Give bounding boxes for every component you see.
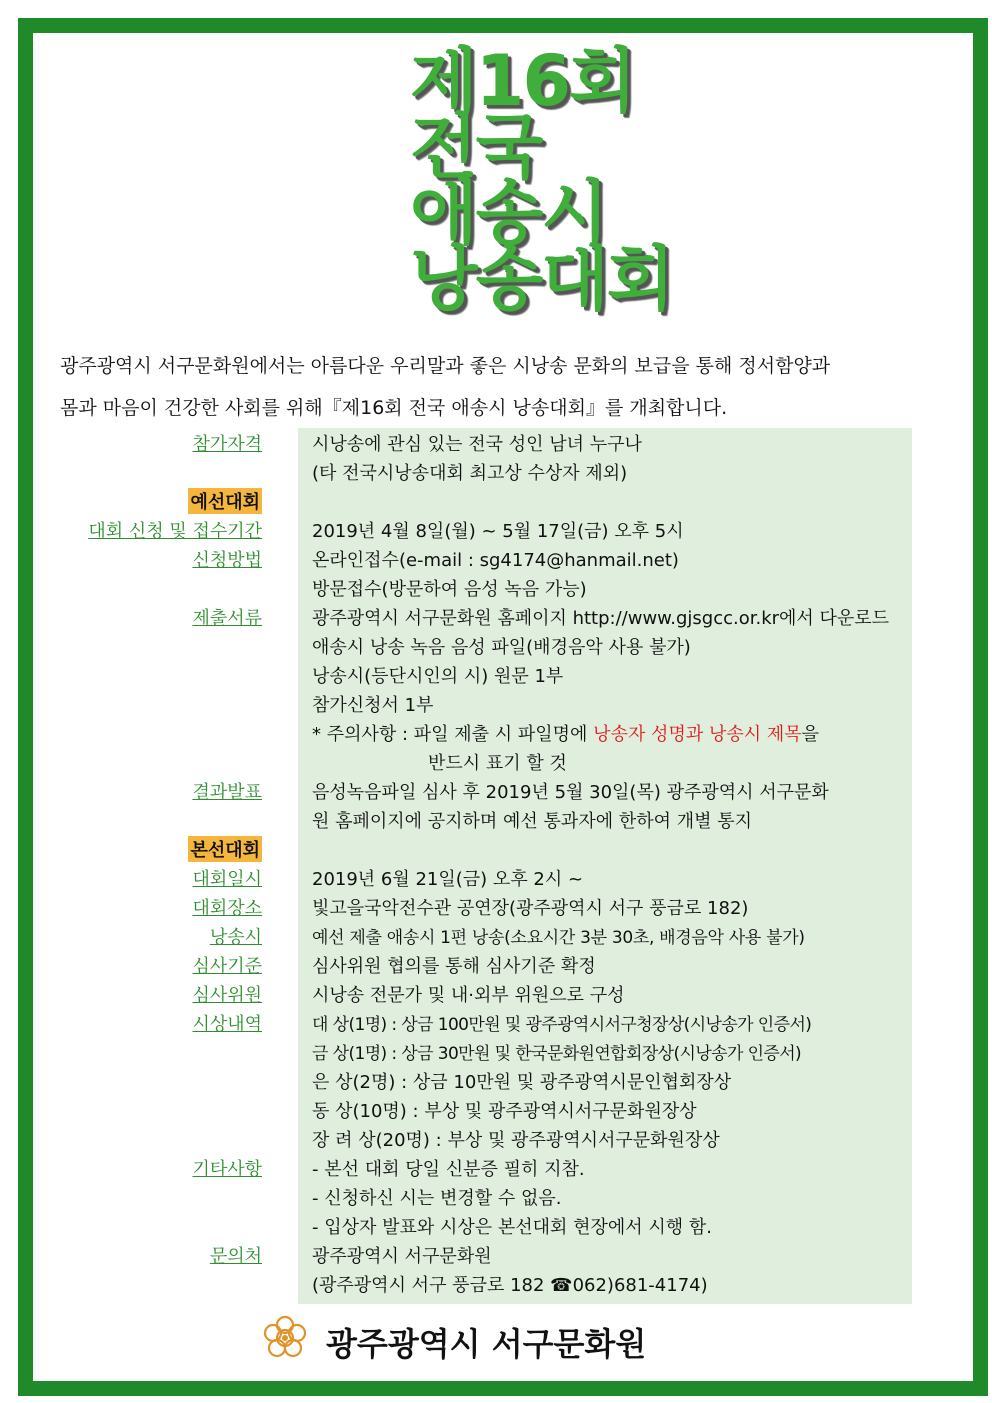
poster-title [410, 40, 710, 320]
info-row [0, 979, 992, 1008]
section-label: 본선대회 [188, 836, 262, 862]
caution-highlight: 낭송자 성명과 낭송시 제목 [593, 724, 802, 745]
organization-name: 광주광역시 서구문화원 [326, 1325, 647, 1363]
info-row [0, 921, 992, 950]
info-row [0, 1182, 992, 1211]
info-row [0, 486, 992, 515]
info-row [0, 631, 992, 660]
row-value: 광주광역시 서구문화원 홈페이지 http://www.gjsgcc.or.kr에서 다운로드 [312, 608, 890, 629]
row-label: 심사위원 [192, 985, 262, 1006]
info-row [0, 660, 992, 689]
row-value: 방문접수(방문하여 음성 녹음 가능) [312, 579, 587, 600]
info-row [0, 1095, 992, 1124]
info-row [0, 892, 992, 921]
row-value: 예선 제출 애송시 1편 낭송(소요시간 3분 30초, 배경음악 사용 불가) [312, 928, 805, 948]
info-row [0, 1037, 992, 1066]
row-value: 온라인접수(e-mail : sg4174@hanmail.net) [312, 550, 679, 571]
info-row [0, 1211, 992, 1240]
info-row [0, 747, 992, 776]
row-value: (타 전국시낭송대회 최고상 수상자 제외) [312, 463, 628, 484]
row-value: 참가신청서 1부 [312, 695, 434, 716]
info-row [0, 544, 992, 573]
row-value: - 본선 대회 당일 신분증 필히 지참. [312, 1159, 585, 1180]
intro-line: 몸과 마음이 건강한 사회를 위해『제16회 전국 애송시 낭송대회』를 개최합니다. [60, 397, 728, 419]
info-row [0, 1124, 992, 1153]
row-label: 대회일시 [192, 869, 262, 890]
section-label: 예선대회 [188, 488, 262, 514]
row-value: 음성녹음파일 심사 후 2019년 5월 30일(목) 광주광역시 서구문화 [312, 782, 829, 803]
row-label: 낭송시 [209, 927, 262, 948]
info-row [0, 1066, 992, 1095]
info-row [0, 689, 992, 718]
row-value: 원 홈페이지에 공지하며 예선 통과자에 한하여 개별 통지 [312, 811, 752, 832]
row-value: 빛고을국악전수관 공연장(광주광역시 서구 풍금로 182) [312, 898, 749, 919]
row-value: (광주광역시 서구 풍금로 182 ☎062)681-4174) [312, 1275, 708, 1296]
caution-post: 을 [801, 724, 819, 745]
info-row [0, 428, 992, 457]
info-row [0, 776, 992, 805]
row-value: 반드시 표기 할 것 [428, 753, 567, 774]
row-value: 장 려 상(20명) : 부상 및 광주광역시서구문화원장상 [312, 1130, 720, 1151]
title-line: 전국 [410, 106, 542, 188]
row-label: 기타사항 [192, 1159, 262, 1180]
title-line: 애송시 [410, 172, 607, 254]
flower-emblem-icon [260, 1313, 310, 1363]
row-label: 대회 신청 및 접수기간 [88, 521, 262, 542]
row-value: - 입상자 발표와 시상은 본선대회 현장에서 시행 함. [312, 1217, 713, 1238]
row-value: 애송시 낭송 녹음 음성 파일(배경음악 사용 불가) [312, 637, 691, 658]
title-line: 제16회 [410, 40, 635, 122]
intro-line: 광주광역시 서구문화원에서는 아름다운 우리말과 좋은 시낭송 문화의 보급을 통해 정서함양과 [60, 355, 831, 377]
info-row [0, 573, 992, 602]
row-value: 금 상(1명) : 상금 30만원 및 한국문화원연합회장상(시낭송가 인증서) [312, 1044, 802, 1064]
row-label: 시상내역 [192, 1014, 262, 1035]
row-value: 대 상(1명) : 상금 100만원 및 광주광역시서구청장상(시낭송가 인증서) [312, 1015, 812, 1035]
row-value: 광주광역시 서구문화원 [312, 1246, 492, 1267]
info-row [0, 950, 992, 979]
row-value: 2019년 6월 21일(금) 오후 2시 ~ [312, 869, 584, 890]
row-label: 참가자격 [192, 434, 262, 455]
title-line: 낭송대회 [410, 238, 673, 320]
row-label: 문의처 [209, 1246, 262, 1267]
info-row [0, 515, 992, 544]
caution-text [312, 720, 819, 746]
row-value: 시낭송 전문가 및 내·외부 위원으로 구성 [312, 985, 625, 1006]
info-row [0, 863, 992, 892]
info-row [0, 1240, 992, 1269]
row-label: 제출서류 [192, 608, 262, 629]
row-value: 시낭송에 관심 있는 전국 성인 남녀 누구나 [312, 434, 642, 455]
row-value: 심사위원 협의를 통해 심사기준 확정 [312, 956, 596, 977]
info-row [0, 834, 992, 863]
row-value: 낭송시(등단시인의 시) 원문 1부 [312, 666, 564, 687]
info-row [0, 1269, 992, 1298]
row-label: 대회장소 [192, 898, 262, 919]
info-row [0, 602, 992, 631]
row-value: 2019년 4월 8일(월) ~ 5월 17일(금) 오후 5시 [312, 521, 684, 542]
row-value: 동 상(10명) : 부상 및 광주광역시서구문화원장상 [312, 1101, 697, 1122]
row-value: 은 상(2명) : 상금 10만원 및 광주광역시문인협회장상 [312, 1072, 732, 1093]
info-row [0, 1153, 992, 1182]
caution-pre: * 주의사항 : 파일 제출 시 파일명에 [312, 724, 594, 745]
row-value: - 신청하신 시는 변경할 수 없음. [312, 1188, 562, 1209]
row-label: 결과발표 [192, 782, 262, 803]
footer [260, 1313, 740, 1373]
info-row [0, 1008, 992, 1037]
row-label: 신청방법 [192, 550, 262, 571]
info-row [0, 718, 992, 747]
intro-paragraph [60, 345, 940, 429]
row-label: 심사기준 [192, 956, 262, 977]
info-row [0, 805, 992, 834]
info-row [0, 457, 992, 486]
